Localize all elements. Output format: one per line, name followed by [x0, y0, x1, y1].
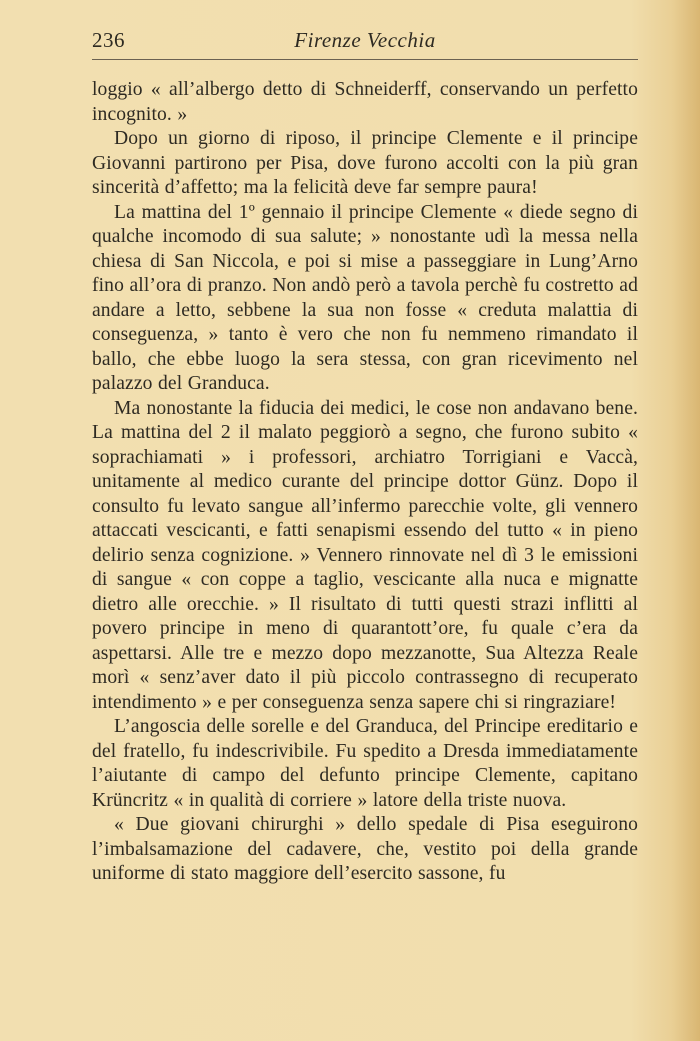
running-title: Firenze Vecchia — [294, 28, 436, 52]
header-rule — [92, 59, 638, 60]
page-number: 236 — [92, 28, 125, 52]
paragraph-3: La mattina del 1º gennaio il principe Clemente « diede segno di qualche incomodo di sua salute; » nonostante udì la messa nella chiesa di San Niccola, e poi si mise a passeggiare in Lung’Arno fino all’ora di pranzo. Non andò però a tavola perchè fu costretto ad andare a letto, sebbene la sua non fosse « creduta malattia di conseguenza, » tanto è vero che non fu nemmeno rimandato il ballo, che ebbe luogo la sera stessa, con gran ricevimento nel palazzo del Granduca. — [92, 201, 638, 394]
paragraph-6: « Due giovani chirurghi » dello spedale di Pisa eseguirono l’imbalsamazione del cadavere, che, vestito poi della grande uniforme di stato maggiore dell’esercito sassone, fu — [92, 814, 638, 884]
paragraph-5: L’angoscia delle sorelle e del Granduca, del Principe ereditario e del fratello, fu indescrivibile. Fu spedito a Dresda immediatamente l’aiutante di campo del defunto principe Clemente, capitano Krüncritz « in qualità di corriere » latore della triste nuova. — [92, 716, 638, 811]
page-header — [92, 28, 638, 58]
paragraph-4: Ma nonostante la fiducia dei medici, le cose non andavano bene. La mattina del 2 il malato peggiorò a segno, che furono subito « soprachiamati » i professori, archiatro Torrigiani e Vaccà, unitamente al medico curante del principe dottor Günz. Dopo il consulto fu levato sangue all’infermo parecchie volte, gli vennero attaccati vescicanti, e fatti senapismi essendo del tutto « in pieno delirio senza cognizione. » Vennero rinnovate nel dì 3 le emissioni di sangue « con coppe a taglio, vescicante alla nuca e mignatte dietro alle orecchie. » Il risultato di tutti questi strazi inflitti al povero principe in meno di quarantott’ore, fu quale c’era da aspettarsi. Alle tre e mezzo dopo mezzanotte, Sua Altezza Reale morì « senz’aver dato il più piccolo contrassegno di recuperato intendimento » e per conseguenza senza sapere chi si ringraziare! — [92, 397, 638, 713]
body-text — [92, 78, 638, 887]
paragraph-2: Dopo un giorno di riposo, il principe Clemente e il principe Giovanni partirono per Pisa, dove furono accolti con la più gran sincerità d’affetto; ma la felicità deve far sempre paura! — [92, 128, 638, 198]
paragraph-1: loggio « all’albergo detto di Schneiderff, conservando un perfetto incognito. » — [92, 79, 638, 125]
